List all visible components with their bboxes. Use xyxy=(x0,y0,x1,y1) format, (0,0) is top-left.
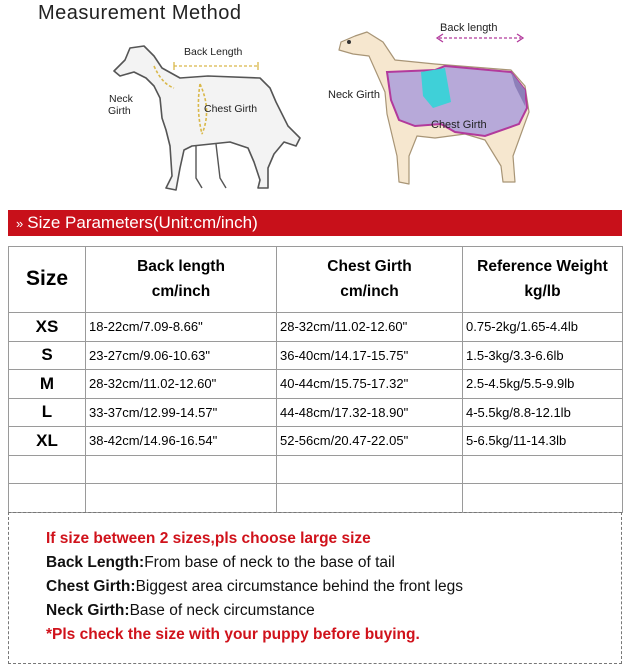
chest-cell: 52-56cm/20.47-22.05" xyxy=(277,427,463,456)
back-cell: 28-32cm/11.02-12.60" xyxy=(86,370,277,399)
double-chevron-icon: » xyxy=(16,216,22,231)
note-back-label: Back Length: xyxy=(46,554,145,571)
note-back-length xyxy=(46,551,621,575)
banner-text: Size Parameters(Unit:cm/inch) xyxy=(27,213,258,232)
label-girth: Girth xyxy=(108,105,131,117)
chest-cell: 44-48cm/17.32-18.90" xyxy=(277,398,463,427)
note-neck-text: Base of neck circumstance xyxy=(129,602,315,619)
chest-cell: 28-32cm/11.02-12.60" xyxy=(277,313,463,342)
table-row xyxy=(9,427,623,456)
dog-vest-photo xyxy=(325,16,555,191)
size-table xyxy=(8,246,623,513)
size-cell: XL xyxy=(9,427,86,456)
header-size: Size xyxy=(9,247,86,313)
header-chest-line1: Chest Girth xyxy=(327,258,412,276)
dog-measurement-diagram xyxy=(100,38,310,198)
table-header-row xyxy=(9,247,623,313)
chest-cell: 40-44cm/15.75-17.32" xyxy=(277,370,463,399)
back-cell: 23-27cm/9.06-10.63" xyxy=(86,341,277,370)
header-back-line2: cm/inch xyxy=(151,282,211,300)
size-cell: L xyxy=(9,398,86,427)
chest-cell: 36-40cm/14.17-15.75" xyxy=(277,341,463,370)
size-cell: XS xyxy=(9,313,86,342)
label-neck: Neck xyxy=(109,93,133,105)
table-row xyxy=(9,341,623,370)
empty-row xyxy=(9,455,623,484)
header-weight-line2: kg/lb xyxy=(524,282,561,300)
note-neck-girth xyxy=(46,599,621,623)
size-parameters-banner xyxy=(8,210,622,236)
label-back-length: Back Length xyxy=(184,46,243,58)
label-neck-girth-right: Neck Girth xyxy=(328,89,380,101)
size-cell: M xyxy=(9,370,86,399)
header-chest-line2: cm/inch xyxy=(340,282,399,300)
empty-row xyxy=(9,484,623,513)
dog-vest-icon xyxy=(325,16,555,191)
measurement-notes xyxy=(8,512,622,664)
label-chest-girth-right: Chest Girth xyxy=(431,119,487,131)
label-back-length-right: Back length xyxy=(440,22,498,34)
weight-cell: 5-6.5kg/11-14.3lb xyxy=(463,427,623,456)
dog-outline-icon xyxy=(100,38,310,198)
note-chest-label: Chest Girth: xyxy=(46,578,136,595)
table-row xyxy=(9,370,623,399)
label-chest-girth: Chest Girth xyxy=(204,103,258,115)
header-weight-line1: Reference Weight xyxy=(477,258,608,276)
back-cell: 38-42cm/14.96-16.54" xyxy=(86,427,277,456)
size-cell: S xyxy=(9,341,86,370)
note-size-advice: If size between 2 sizes,pls choose large size xyxy=(46,530,371,547)
weight-cell: 2.5-4.5kg/5.5-9.9lb xyxy=(463,370,623,399)
header-reference-weight xyxy=(463,247,623,313)
weight-cell: 1.5-3kg/3.3-6.6lb xyxy=(463,341,623,370)
header-chest-girth xyxy=(277,247,463,313)
note-neck-label: Neck Girth: xyxy=(46,602,130,619)
weight-cell: 0.75-2kg/1.65-4.4lb xyxy=(463,313,623,342)
table-row xyxy=(9,398,623,427)
note-chest-text: Biggest area circumstance behind the front legs xyxy=(135,578,463,595)
table-row xyxy=(9,313,623,342)
note-back-text: From base of neck to the base of tail xyxy=(144,554,395,571)
note-check-size: *Pls check the size with your puppy before buying. xyxy=(46,626,420,643)
back-cell: 33-37cm/12.99-14.57" xyxy=(86,398,277,427)
weight-cell: 4-5.5kg/8.8-12.1lb xyxy=(463,398,623,427)
header-back-length xyxy=(86,247,277,313)
page-title: Measurement Method xyxy=(38,2,242,24)
back-cell: 18-22cm/7.09-8.66" xyxy=(86,313,277,342)
note-chest-girth xyxy=(46,575,621,599)
header-back-line1: Back length xyxy=(137,258,225,276)
